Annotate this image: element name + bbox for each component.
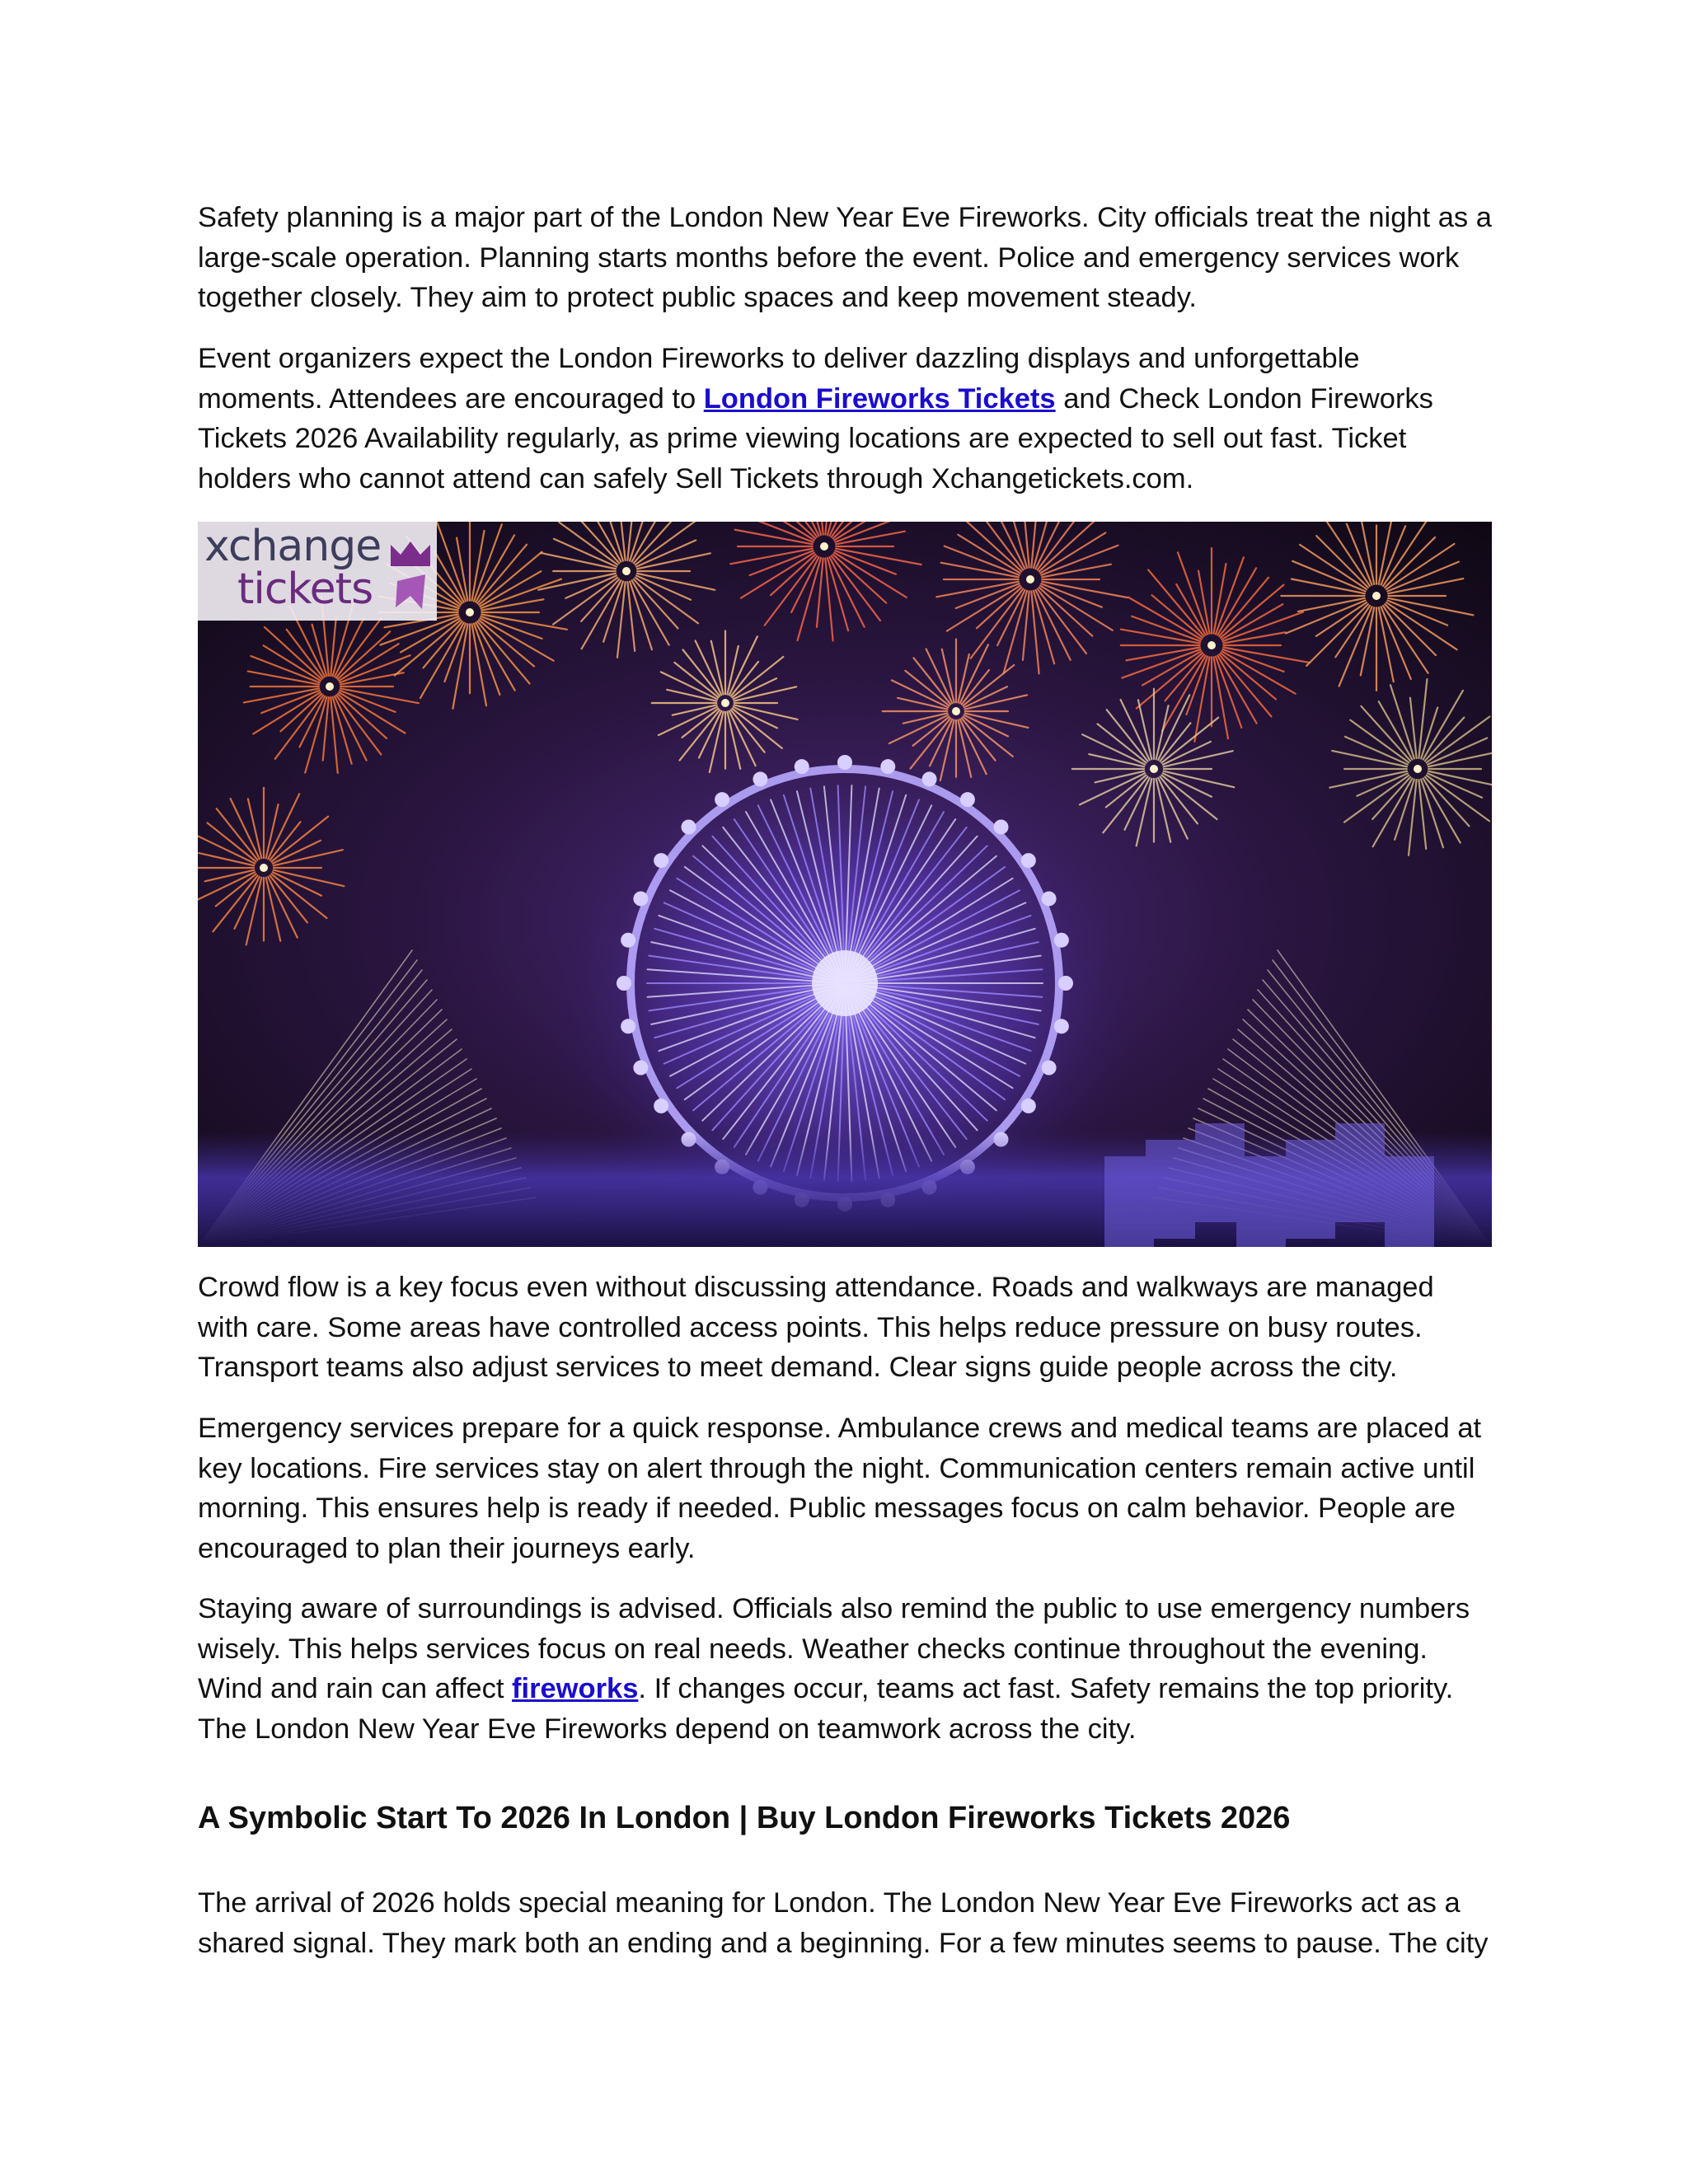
ticket-icon xyxy=(389,530,432,612)
section-heading: A Symbolic Start To 2026 In London | Buy London Fireworks Tickets 2026 xyxy=(198,1801,1291,1835)
paragraph-text: and Check London Fireworks Tickets 2026 Availability regularly, as prime viewing locations are expected to sell out fast. Ticket holders who cannot attend can safely Sell Tickets through Xchangetickets.com. xyxy=(198,382,1433,494)
logo-text-xchange: xchange xyxy=(204,522,382,571)
paragraph-crowd-flow: Crowd flow is a key focus even without discussing attendance. Roads and walkways are managed with care. Some areas have controlled access points. This helps reduce pressure on busy routes. Transport teams also adjust services to meet demand. Clear signs guide people across the city. xyxy=(198,1272,1434,1383)
paragraph-staying-aware xyxy=(198,1589,1492,1749)
fireworks-photo xyxy=(198,522,1492,1247)
fireworks-link[interactable]: fireworks xyxy=(512,1673,639,1704)
paragraph-text: . If changes occur, teams act fast. Safety remains the top priority. The London New Year Eve Fireworks depend on teamwork across the city. xyxy=(198,1673,1454,1745)
london-fireworks-tickets-link[interactable]: London Fireworks Tickets xyxy=(703,382,1056,415)
logo-text-tickets: tickets xyxy=(237,565,373,614)
paragraph-text: Staying aware of surroundings is advised. Officials also remind the public to use emergency numbers wisely. This helps services focus on real needs. Weather checks continue throughout the evening. Wind and rain can affect xyxy=(198,1593,1470,1704)
paragraph-symbolic-start: The arrival of 2026 holds special meaning for London. The London New Year Eve Fireworks act as a shared signal. They mark both an ending and a beginning. For a few minutes seems to pause. The city xyxy=(198,1887,1489,1959)
xchange-tickets-logo xyxy=(198,522,437,621)
paragraph-text: Event organizers expect the London Fireworks to deliver dazzling displays and unforgettable moments. Attendees are encouraged to xyxy=(198,343,1360,415)
paragraph-emergency-services: Emergency services prepare for a quick response. Ambulance crews and medical teams are placed at key locations. Fire services stay on alert through the night. Communication centers remain active until morning. This ensures help is ready if needed. Public messages focus on calm behavior. People are encouraged to plan their journeys early. xyxy=(198,1413,1482,1564)
paragraph-safety-planning: Safety planning is a major part of the London New Year Eve Fireworks. City officials treat the night as a large-scale operation. Planning starts months before the event. Police and emergency services work together closely. They aim to protect public spaces and keep movement steady. xyxy=(198,202,1492,313)
paragraph-event-organizers xyxy=(198,339,1492,499)
